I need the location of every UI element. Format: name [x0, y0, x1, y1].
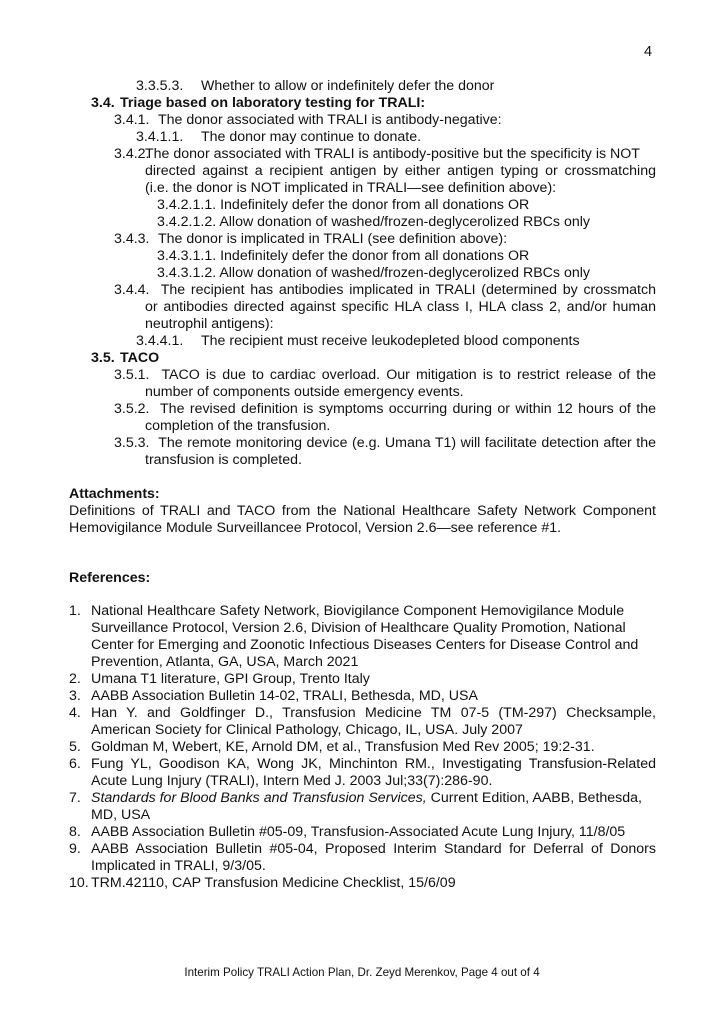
item-number: 3.5.: [91, 350, 115, 366]
item-number: 3.3.5.3.: [136, 78, 184, 94]
item-3-4-4: [114, 282, 656, 299]
reference-text: AABB Association Bulletin #05-09, Transfusion-Associated Acute Lung Injury, 11/8/05: [91, 824, 626, 840]
item-3-5-1: [114, 367, 656, 384]
item-3-3-5-3: [136, 78, 494, 95]
reference-number: 6.: [69, 756, 81, 772]
reference-text: Goldman M, Webert, KE, Arnold DM, et al., Transfusion Med Rev 2005; 19:2-31.: [91, 739, 595, 755]
reference-text-continued: Acute Lung Injury (TRALI), Intern Med J. 2003 Jul;33(7):286-90.: [91, 773, 493, 789]
item-3-4-2-1-1: 3.4.2.1.1. Indefinitely defer the donor from all donations OR: [157, 197, 530, 213]
item-number: 3.5.1.: [114, 367, 150, 383]
item-number: 3.5.3.: [114, 435, 150, 451]
reference-item: [69, 603, 624, 620]
reference-number: 7.: [69, 790, 81, 806]
item-text: The recipient must receive leukodepleted blood components: [201, 333, 580, 349]
item-3-4-1-1: [136, 129, 421, 146]
reference-number: 10.: [69, 875, 89, 891]
reference-text-continued: MD, USA: [91, 807, 151, 823]
item-text: The donor associated with TRALI is antibody-negative:: [158, 112, 502, 128]
item-text-continued: transfusion is completed.: [145, 452, 302, 468]
reference-number: 3.: [69, 688, 81, 704]
item-text: The donor may continue to donate.: [201, 129, 422, 145]
reference-text-continued: Prevention, Atlanta, GA, USA, March 2021: [91, 654, 359, 670]
item-text-continued: neutrophil antigens):: [145, 316, 274, 332]
reference-item: [69, 705, 656, 722]
reference-number: 1.: [69, 603, 81, 619]
item-number: 3.4.4.1.: [136, 333, 184, 349]
item-text-continued: number of components outside emergency events.: [145, 384, 464, 400]
item-3-4-3-1-2: 3.4.3.1.2. Allow donation of washed/frozen-deglycerolized RBCs only: [157, 265, 590, 281]
page-footer: Interim Policy TRALI Action Plan, Dr. Zeyd Merenkov, Page 4 out of 4: [184, 966, 540, 979]
reference-item: [69, 671, 370, 688]
reference-item: [69, 841, 656, 858]
reference-item: [69, 790, 642, 807]
item-text: The remote monitoring device (e.g. Umana T1) will facilitate detection after the: [158, 435, 656, 451]
references-heading: References:: [69, 570, 151, 586]
item-text-continued: (i.e. the donor is NOT implicated in TRALI—see definition above):: [145, 180, 557, 196]
reference-text-continued: Surveillance Protocol, Version 2.6, Division of Healthcare Quality Promotion, National: [91, 620, 626, 636]
reference-number: 8.: [69, 824, 81, 840]
reference-number: 9.: [69, 841, 81, 857]
reference-text: AABB Association Bulletin 14-02, TRALI, Bethesda, MD, USA: [91, 688, 478, 704]
item-number: 3.4.1.1.: [136, 129, 184, 145]
item-text: The recipient has antibodies implicated in TRALI (determined by crossmatch: [160, 282, 656, 298]
item-3-5-2: [114, 401, 656, 418]
item-3-4-2-1-2: 3.4.2.1.2. Allow donation of washed/frozen-deglycerolized RBCs only: [157, 214, 590, 230]
item-text: TACO is due to cardiac overload. Our mitigation is to restrict release of the: [161, 367, 656, 383]
heading-3-5: [91, 350, 159, 367]
item-text: TACO: [120, 350, 160, 366]
reference-text: TRM.42110, CAP Transfusion Medicine Checklist, 15/6/09: [91, 875, 456, 891]
reference-text: Fung YL, Goodison KA, Wong JK, Minchinton RM., Investigating Transfusion-Related: [91, 756, 656, 772]
reference-text-continued: American Society for Clinical Pathology, Chicago, IL, USA. July 2007: [91, 722, 523, 738]
page-number: 4: [644, 44, 653, 60]
item-text-continued: directed against a recipient antigen by either antigen typing or crossmatching: [145, 163, 656, 179]
item-3-4-3-1-1: 3.4.3.1.1. Indefinitely defer the donor from all donations OR: [157, 248, 530, 264]
reference-number: 4.: [69, 705, 81, 721]
reference-item: [69, 756, 656, 773]
reference-item: [69, 688, 478, 705]
item-text-continued: or antibodies directed against specific HLA class I, HLA class 2, and/or human: [145, 299, 656, 315]
attachments-heading: Attachments:: [69, 486, 160, 502]
heading-3-4: [91, 95, 425, 112]
item-3-4-1: [114, 112, 502, 129]
reference-title-italic: Standards for Blood Banks and Transfusion Services,: [91, 790, 427, 806]
attachments-text-continued: Hemovigilance Module Surveillancee Protocol, Version 2.6—see reference #1.: [69, 520, 562, 536]
item-number: 3.4.3.: [114, 231, 150, 247]
item-number: 3.4.4.: [114, 282, 150, 298]
item-text: The revised definition is symptoms occurring during or within 12 hours of the: [160, 401, 656, 417]
reference-text: Han Y. and Goldfinger D., Transfusion Medicine TM 07-5 (TM-297) Checksample,: [91, 705, 656, 721]
reference-text: National Healthcare Safety Network, Biovigilance Component Hemovigilance Module: [91, 603, 625, 619]
item-number: 3.4.: [91, 95, 115, 111]
item-number: 3.4.1.: [114, 112, 150, 128]
reference-text-continued: Implicated in TRALI, 9/3/05.: [91, 858, 266, 874]
item-text: Triage based on laboratory testing for TRALI:: [120, 95, 426, 111]
item-text: The donor is implicated in TRALI (see definition above):: [158, 231, 508, 247]
reference-text: Current Edition, AABB, Bethesda,: [426, 790, 642, 806]
reference-item: [69, 739, 595, 756]
item-3-4-4-1: [136, 333, 580, 350]
attachments-text: Definitions of TRALI and TACO from the National Healthcare Safety Network Component: [69, 503, 656, 519]
item-3-4-2: [114, 146, 640, 163]
reference-number: 2.: [69, 671, 81, 687]
item-number: 3.5.2.: [114, 401, 150, 417]
reference-number: 5.: [69, 739, 81, 755]
reference-text: Umana T1 literature, GPI Group, Trento Italy: [91, 671, 370, 687]
item-text: Whether to allow or indefinitely defer the donor: [201, 78, 495, 94]
item-number: 3.4.2.: [114, 146, 150, 162]
item-3-4-3: [114, 231, 507, 248]
reference-text-continued: Center for Emerging and Zoonotic Infectious Diseases Centers for Disease Control and: [91, 637, 639, 653]
item-text-continued: completion of the transfusion.: [145, 418, 331, 434]
item-text: The donor associated with TRALI is antibody-positive but the specificity is NOT: [145, 146, 640, 162]
reference-item: [69, 875, 456, 892]
reference-item: [69, 824, 625, 841]
reference-text: AABB Association Bulletin #05-04, Proposed Interim Standard for Deferral of Donors: [91, 841, 656, 857]
item-3-5-3: [114, 435, 656, 452]
